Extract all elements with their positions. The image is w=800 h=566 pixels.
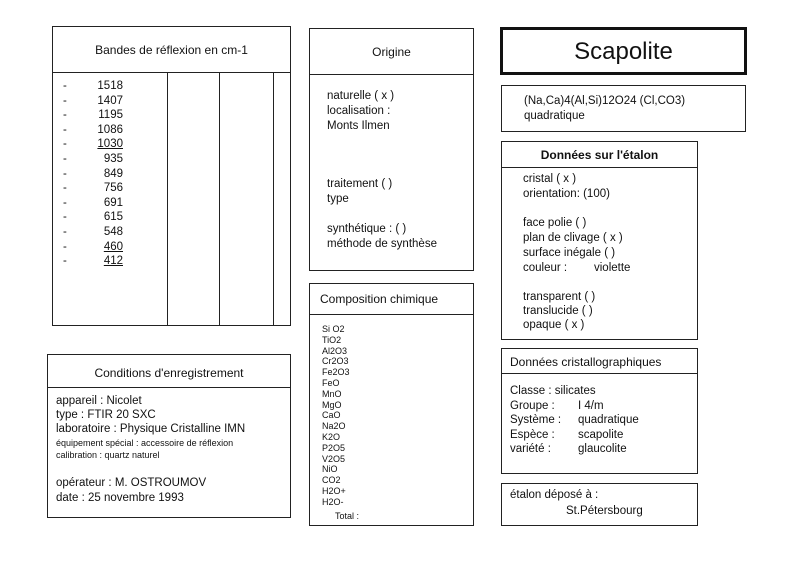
etalon-panel: [501, 141, 698, 340]
origine-title: Origine: [310, 29, 473, 75]
type-field: type : FTIR 20 SXC: [56, 409, 156, 421]
couleur-label: couleur :: [523, 262, 568, 274]
column-divider: [167, 73, 168, 325]
band-value: 756: [103, 182, 123, 195]
band-value: 691: [103, 196, 123, 209]
band-value: 849: [103, 167, 123, 180]
opaque-field: opaque ( x ): [523, 319, 585, 331]
band-dash: -: [63, 80, 67, 92]
band-value: 460: [103, 240, 123, 253]
band-dash: -: [63, 226, 67, 238]
band-dash: -: [63, 94, 67, 107]
composition-total: Total :: [335, 511, 360, 521]
cristallo-label: Système :: [510, 414, 562, 426]
laboratoire-field: laboratoire : Physique Cristalline IMN: [56, 423, 246, 435]
formula-box: [501, 85, 746, 132]
cristallo-label: Groupe :: [510, 399, 555, 412]
composition-item: FeO: [322, 378, 340, 388]
band-value: 935: [103, 153, 123, 165]
composition-item: CaO: [322, 410, 341, 421]
band-dash: -: [63, 109, 67, 122]
mineral-formula: (Na,Ca)4(Al,Si)12O24 (Cl,CO3): [524, 95, 686, 107]
origine-panel: [309, 28, 474, 271]
cristallo-label: variété :: [510, 443, 551, 455]
mineral-name-box: [500, 27, 747, 75]
reflexion-panel: [52, 26, 291, 326]
band-value: 615: [103, 211, 123, 224]
localisation-value: Monts Ilmen: [327, 120, 390, 132]
depot-panel: [501, 483, 698, 526]
type-field: type: [327, 193, 349, 205]
cristallo-title: Données cristallographiques: [502, 349, 697, 374]
cristallo-value: glaucolite: [578, 443, 627, 455]
naturelle-field: naturelle ( x ): [327, 90, 395, 102]
composition-title: Composition chimique: [310, 284, 473, 315]
operateur-field: opérateur : M. OSTROUMOV: [56, 477, 207, 489]
appareil-field: appareil : Nicolet: [56, 395, 142, 407]
orientation-field: orientation: (100): [523, 188, 610, 200]
composition-item: Fe2O3: [322, 367, 350, 378]
couleur-value: violette: [594, 262, 631, 274]
localisation-label: localisation :: [327, 105, 391, 117]
composition-item: Na2O: [322, 421, 346, 432]
band-dash: -: [63, 182, 67, 195]
composition-item: MgO: [322, 399, 342, 410]
cristallo-value: I 4/m: [578, 399, 604, 412]
composition-item: H2O-: [322, 496, 344, 507]
equipement-field: équipement spécial : accessoire de réflexion: [56, 438, 234, 448]
composition-item: NiO: [322, 464, 338, 475]
band-value: 548: [103, 226, 123, 238]
conditions-panel: [47, 354, 291, 518]
etalon-title: Données sur l'étalon: [502, 142, 697, 168]
transparent-field: transparent ( ): [523, 291, 596, 303]
band-dash: -: [63, 167, 67, 180]
band-value: 1030: [97, 138, 123, 151]
band-value: 1407: [97, 94, 123, 107]
band-dash: -: [63, 240, 67, 253]
depot-label: étalon déposé à :: [510, 489, 599, 501]
mineral-system: quadratique: [524, 110, 585, 122]
translucide-field: translucide ( ): [523, 305, 593, 317]
surface-field: surface inégale ( ): [523, 247, 616, 259]
composition-item: P2O5: [322, 442, 346, 453]
cristallo-label: Espèce :: [510, 428, 555, 441]
face-field: face polie ( ): [523, 217, 587, 229]
band-value: 1195: [98, 109, 123, 122]
band-dash: -: [63, 196, 67, 209]
composition-item: Si O2: [322, 324, 345, 334]
reflexion-title: Bandes de réflexion en cm-1: [53, 27, 290, 73]
column-divider: [273, 73, 274, 325]
band-dash: -: [63, 211, 67, 224]
cristallo-panel: [501, 348, 698, 474]
cristal-field: cristal ( x ): [523, 173, 577, 185]
band-dash: -: [63, 138, 67, 151]
composition-item: CO2: [322, 475, 341, 486]
band-value: 1086: [97, 123, 123, 136]
mineral-name: Scapolite: [574, 38, 673, 65]
band-dash: -: [63, 123, 67, 136]
methode-field: méthode de synthèse: [327, 238, 437, 250]
conditions-title: Conditions d'enregistrement: [48, 355, 290, 388]
composition-item: H2O+: [322, 486, 346, 496]
band-value: 1518: [97, 80, 123, 92]
composition-item: TiO2: [322, 334, 342, 345]
cristallo-label: Classe : silicates: [510, 385, 596, 397]
band-value: 412: [103, 255, 123, 268]
date-field: date : 25 novembre 1993: [56, 492, 184, 504]
depot-value: St.Pétersbourg: [566, 505, 643, 517]
composition-item: MnO: [322, 388, 342, 399]
composition-item: K2O: [322, 432, 341, 442]
composition-item: Al2O3: [322, 345, 348, 356]
cristallo-value: scapolite: [578, 428, 624, 441]
cristallo-value: quadratique: [578, 414, 639, 426]
composition-panel: [309, 283, 474, 526]
synthetique-field: synthétique : ( ): [327, 223, 407, 235]
column-divider: [219, 73, 220, 325]
traitement-field: traitement ( ): [327, 178, 393, 190]
composition-item: Cr2O3: [322, 356, 349, 367]
band-dash: -: [63, 153, 67, 165]
composition-item: V2O5: [322, 453, 346, 464]
plan-field: plan de clivage ( x ): [523, 232, 623, 244]
calibration-field: calibration : quartz naturel: [56, 450, 160, 460]
band-dash: -: [63, 255, 67, 268]
